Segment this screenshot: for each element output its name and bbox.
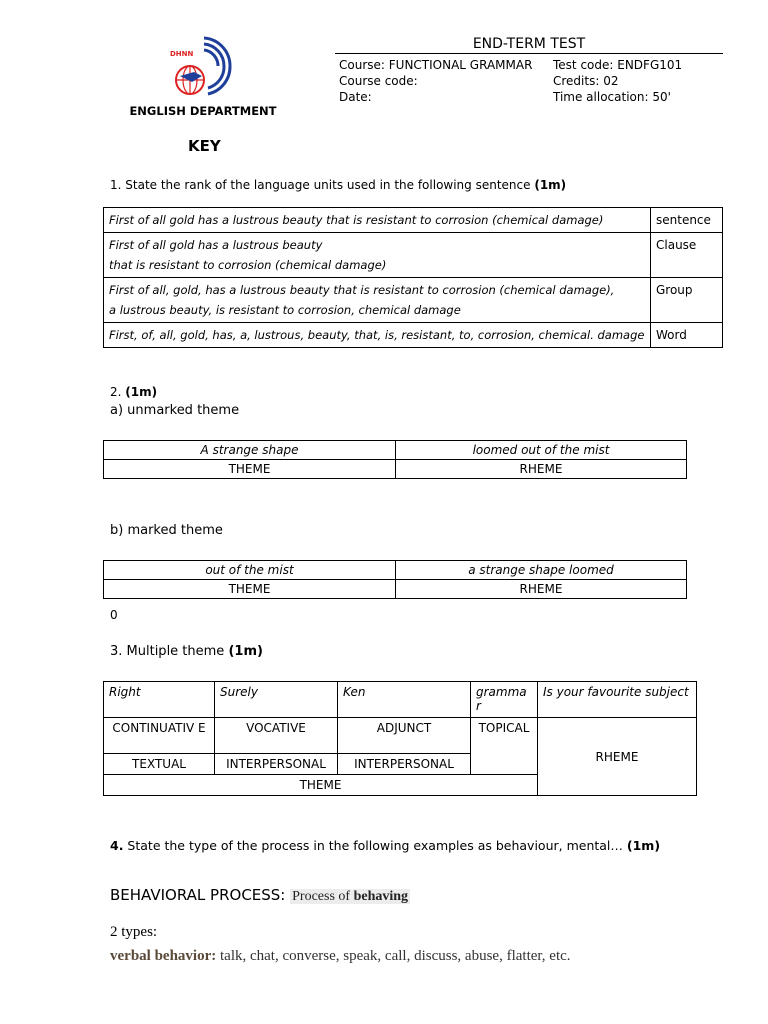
table-row [104,208,723,233]
word-cell: Surely [215,682,338,718]
course-info [339,57,532,105]
rank-text-cell: First of all gold has a lustrous beauty that is resistant to corrosion (chemical damage) [104,208,651,233]
department-name: ENGLISH DEPARTMENT [129,104,277,118]
unmarked-theme-label: a) unmarked theme [110,403,240,418]
heading-text: BEHAVIORAL PROCESS: [110,886,291,904]
question-1-text: 1. State the rank of the language units used in the following sentence [110,178,531,192]
unmarked-theme-table [103,440,687,479]
rheme-label-cell: RHEME [396,460,687,479]
table-row [104,682,697,718]
word-cell: Is your favourite subject [538,682,697,718]
rank-table [103,207,723,348]
test-title: END-TERM TEST [335,36,723,54]
rheme-text-cell: loomed out of the mist [396,441,687,460]
table-row [104,580,687,599]
theme-cell: THEME [104,775,538,796]
key-label: KEY [188,137,221,155]
theme-label-cell: THEME [104,460,396,479]
type-cell: VOCATIVE [215,718,338,754]
verbal-behavior-label: verbal behavior: [110,948,217,964]
rank-value-cell: Group [651,278,723,323]
marked-theme-table [103,560,687,599]
question-3-text: 3. Multiple theme [110,644,225,659]
test-code: Test code: ENDFG101 [553,58,683,72]
course-name: Course: FUNCTIONAL GRAMMAR [339,58,533,72]
rank-value-cell: Word [651,323,723,348]
rank-text-cell: First, of, all, gold, has, a, lustrous, beauty, that, is, resistant, to, corrosion, chemical. damage [104,323,651,348]
metafunction-cell: TEXTUAL [104,754,215,775]
time-allocation: Time allocation: 50' [553,90,671,104]
question-1-prompt [110,178,566,192]
table-row [104,718,697,754]
metafunction-cell: INTERPERSONAL [338,754,471,775]
question-4-number: 4. [110,838,124,853]
theme-label-cell: THEME [104,580,396,599]
test-date: Date: [339,90,372,104]
theme-text-cell: A strange shape [104,441,396,460]
credits: Credits: 02 [553,74,619,88]
rank-text-cell: First of all gold has a lustrous beauty that is resistant to corrosion (chemical damage) [104,233,651,278]
verbal-behavior-line [110,948,571,965]
question-2-header [110,385,157,399]
type-cell: CONTINUATIV E [104,718,215,754]
table-row [104,441,687,460]
theme-text-cell: out of the mist [104,561,396,580]
multiple-theme-table [103,681,697,796]
types-line: 2 types: [110,924,158,940]
heading-subtitle: Process of behaving [292,889,409,904]
logo-text: DHNN [170,50,194,58]
behavioral-process-heading [110,886,410,905]
word-cell: gramma r [471,682,538,718]
rheme-text-cell: a strange shape loomed [396,561,687,580]
question-4-mark: (1m) [626,838,661,853]
rank-text-cell: First of all, gold, has a lustrous beauty that is resistant to corrosion (chemical damage), a lustrous beauty, is resistant to corrosion, chemical damage [104,278,651,323]
table-row [104,233,723,278]
word-cell: Right [104,682,215,718]
table-row [104,460,687,479]
verbal-behavior-list: talk, chat, converse, speak, call, discuss, abuse, flatter, etc. [216,948,571,964]
question-2-number: 2. [110,385,122,399]
word-cell: Ken [338,682,471,718]
table-row [104,278,723,323]
rheme-cell: RHEME [538,718,697,796]
metafunction-cell: INTERPERSONAL [215,754,338,775]
question-4-prompt [110,838,660,853]
stray-text: 0 [110,608,118,622]
question-1-mark: (1m) [534,178,567,192]
rank-value-cell: Clause [651,233,723,278]
type-cell: ADJUNCT [338,718,471,754]
rheme-label-cell: RHEME [396,580,687,599]
course-code: Course code: [339,74,418,88]
rank-value-cell: sentence [651,208,723,233]
question-4-text: State the type of the process in the following examples as behaviour, mental… [123,838,623,853]
university-logo [168,36,238,98]
test-info [553,57,682,105]
question-2-mark: (1m) [125,385,158,399]
question-3-prompt [110,644,263,659]
marked-theme-label: b) marked theme [110,523,223,538]
table-row [104,561,687,580]
question-3-mark: (1m) [228,644,263,659]
table-row [104,323,723,348]
type-cell: TOPICAL [471,718,538,775]
